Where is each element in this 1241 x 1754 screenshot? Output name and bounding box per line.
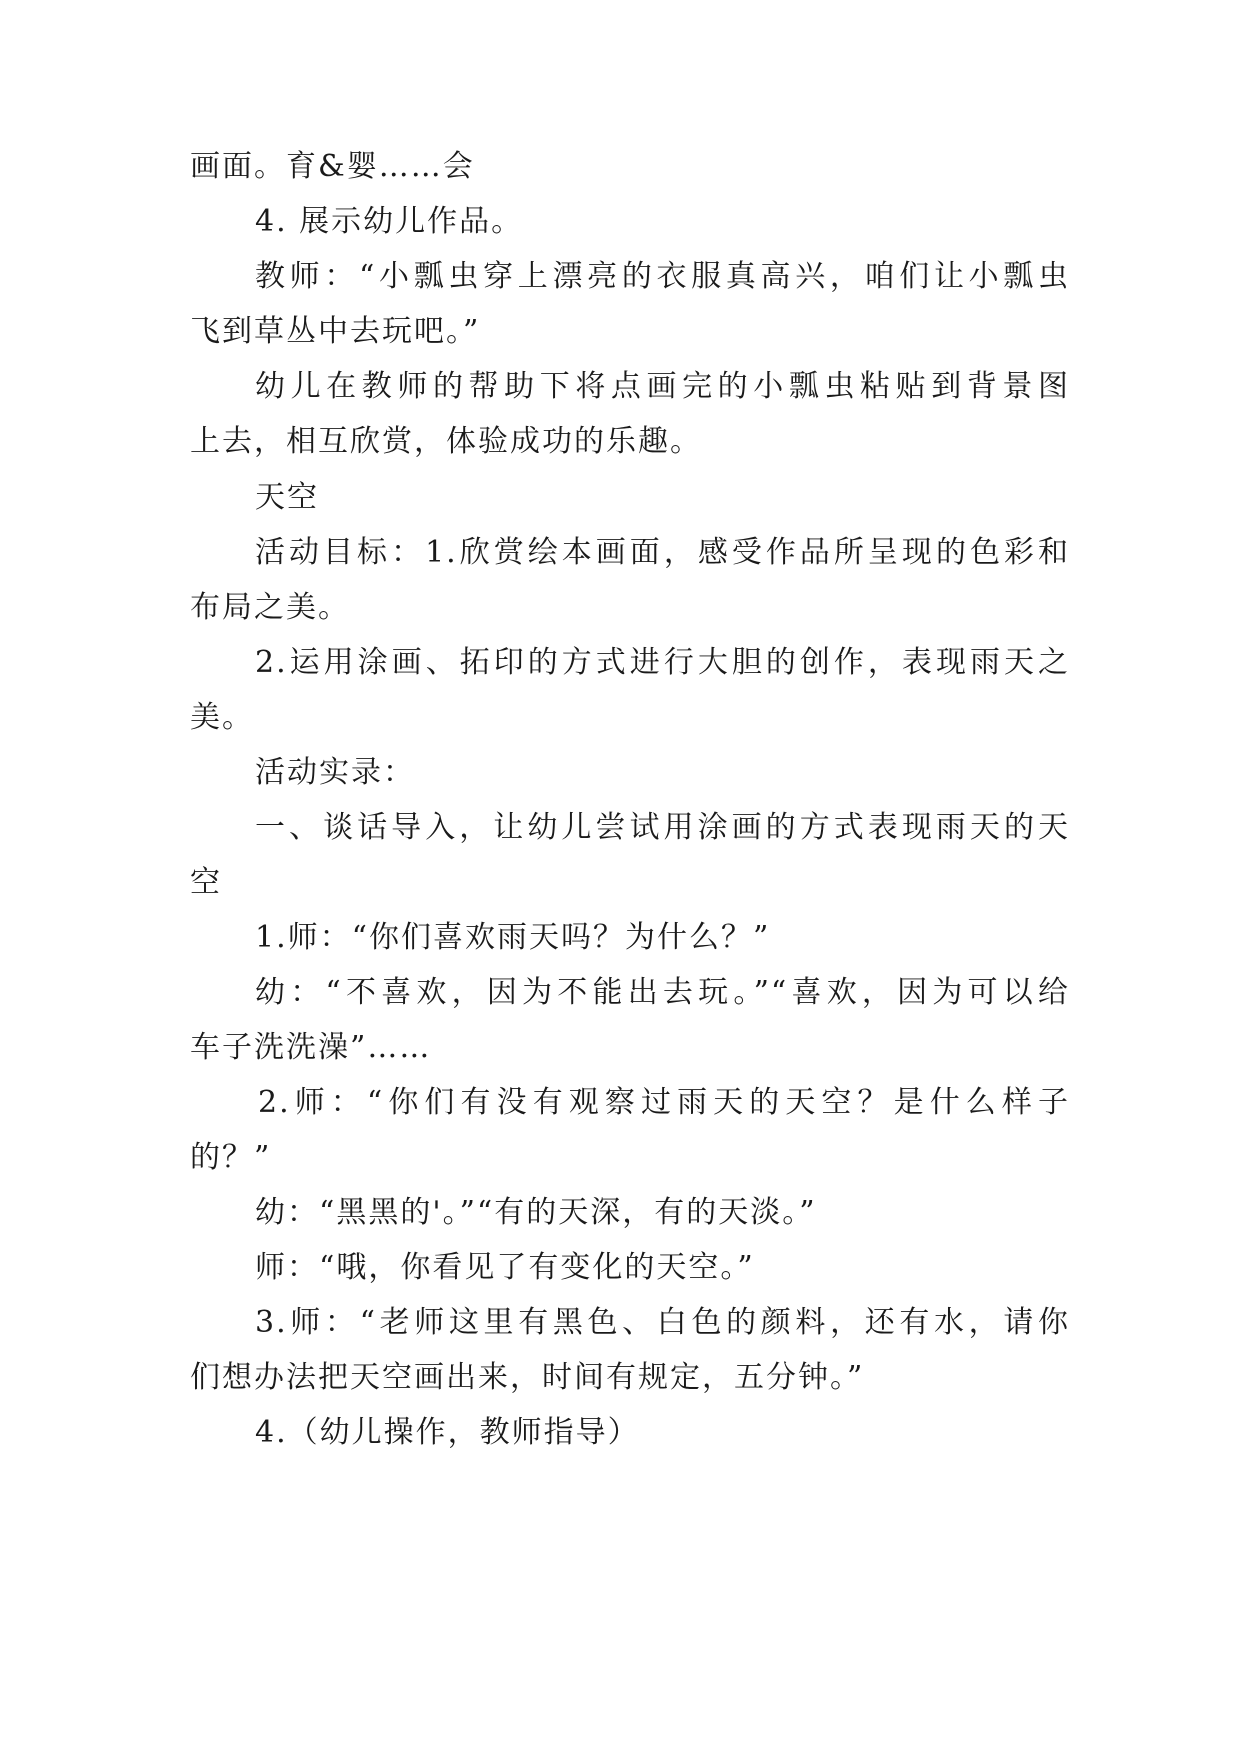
text-line: 幼儿在教师的帮助下将点画完的小瓢虫粘贴到背景图 (255, 369, 1070, 404)
text-line: 们想办法把天空画出来，时间有规定，五分钟。” (190, 1360, 865, 1395)
text-line: 活动目标：1.欣赏绘本画面，感受作品所呈现的色彩和 (255, 535, 1070, 570)
text-line: 教师：“小瓢虫穿上漂亮的衣服真高兴，咱们让小瓢虫 (255, 259, 1070, 294)
section-heading: 天空 (255, 480, 319, 515)
text-line: 的？” (190, 1140, 272, 1175)
text-line: 幼：“黑黑的'。”“有的天深，有的天淡。” (255, 1195, 817, 1230)
text-line: 活动实录： (255, 755, 415, 790)
text-line: 4. 展示幼儿作品。 (255, 204, 524, 239)
text-line: 布局之美。 (190, 590, 350, 625)
text-line: 车子洗洗澡”…… (190, 1030, 432, 1065)
text-line: 4.（幼儿操作，教师指导） (255, 1415, 640, 1450)
text-line: 2.运用涂画、拓印的方式进行大胆的创作，表现雨天之 (255, 645, 1070, 680)
text-line: 3.师：“老师这里有黑色、白色的颜料，还有水，请你 (255, 1305, 1070, 1340)
text-line: 空 (190, 865, 222, 900)
text-line: 师：“哦，你看见了有变化的天空。” (255, 1250, 755, 1285)
text-line: 幼：“不喜欢，因为不能出去玩。”“喜欢，因为可以给 (255, 975, 1070, 1010)
text-line: 上去，相互欣赏，体验成功的乐趣。 (190, 424, 702, 459)
text-line: 2.师：“你们有没有观察过雨天的天空？是什么样子 (258, 1085, 1070, 1120)
text-line: 1.师：“你们喜欢雨天吗？为什么？” (255, 920, 771, 955)
text-line: 飞到草丛中去玩吧。” (190, 314, 481, 349)
text-line: 一、谈话导入，让幼儿尝试用涂画的方式表现雨天的天 (255, 810, 1070, 845)
text-line: 美。 (190, 700, 254, 735)
text-line: 画面。育&婴……会 (190, 149, 475, 184)
